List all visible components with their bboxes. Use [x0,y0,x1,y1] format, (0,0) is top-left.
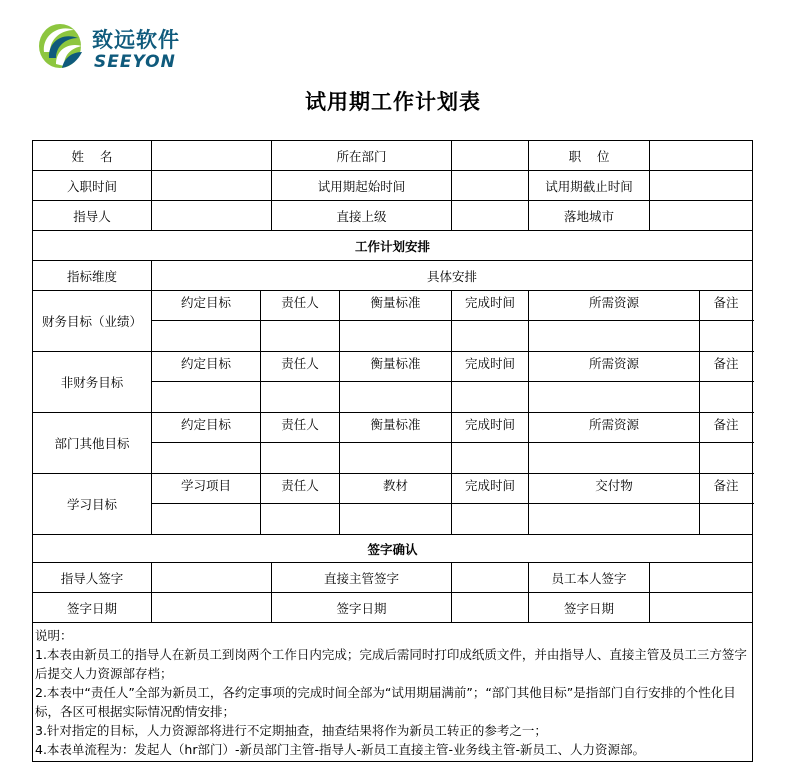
sign-date-label: 签字日期 [529,593,650,623]
note-item: 2.本表中“责任人”全部为新员工，各约定事项的完成时间全部为“试用期届满前”；“部门其他目标”是指部门自行安排的个性化目标，各区可根据实际情况酌情安排； [35,685,736,719]
column-header: 交付物 [529,474,700,504]
employee-sign-date-field[interactable] [650,593,753,623]
name-field[interactable] [152,141,272,171]
probation-end-field[interactable] [650,171,753,201]
company-logo [34,20,204,76]
mentor-sign-field[interactable] [152,563,272,593]
supervisor-sign-label: 直接主管签字 [272,563,452,593]
employee-sign-field[interactable] [650,563,753,593]
column-header: 备注 [700,352,753,382]
goal-input-cell[interactable] [261,504,340,535]
position-field[interactable] [650,141,753,171]
column-header: 学习项目 [152,474,261,504]
plan-section-title: 工作计划安排 [33,231,753,261]
column-header: 责任人 [261,474,340,504]
note-item: 3.针对指定的目标，人力资源部将进行不定期抽查，抽查结果将作为新员工转正的参考之一； [35,723,547,738]
arrangement-label: 具体安排 [152,261,753,291]
column-header: 责任人 [261,352,340,382]
probation-start-field[interactable] [452,171,529,201]
goal-group-label: 非财务目标 [33,352,152,413]
column-header: 备注 [700,474,753,504]
city-label: 落地城市 [529,201,650,231]
direct-supervisor-label: 直接上级 [272,201,452,231]
goal-input-cell[interactable] [700,382,753,413]
sign-date-label: 签字日期 [272,593,452,623]
position-label: 职 位 [529,141,650,171]
goal-input-cell[interactable] [529,443,700,474]
goal-input-cell[interactable] [452,382,529,413]
goal-group-label: 财务目标（业绩） [33,291,152,352]
goal-input-cell[interactable] [340,382,452,413]
goal-input-cell[interactable] [452,504,529,535]
goal-input-cell[interactable] [261,382,340,413]
goal-input-cell[interactable] [700,321,753,352]
column-header: 所需资源 [529,413,700,443]
sign-date-label: 签字日期 [33,593,152,623]
column-header: 完成时间 [452,291,529,321]
column-header: 备注 [700,413,753,443]
probation-end-label: 试用期截止时间 [529,171,650,201]
goal-group-label: 部门其他目标 [33,413,152,474]
column-header: 所需资源 [529,291,700,321]
seeyon-swirl-icon [34,20,88,72]
note-item: 4.本表单流程为：发起人（hr部门）-新员部门主管-指导人-新员工直接主管-业务线主管-新员工、人力资源部。 [35,742,646,757]
signature-section-title: 签字确认 [33,535,753,563]
column-header: 衡量标准 [340,413,452,443]
mentor-sign-label: 指导人签字 [33,563,152,593]
column-header: 约定目标 [152,413,261,443]
name-label: 姓 名 [33,141,152,171]
employee-sign-label: 员工本人签字 [529,563,650,593]
column-header: 所需资源 [529,352,700,382]
goal-input-cell[interactable] [261,321,340,352]
column-header: 约定目标 [152,352,261,382]
goal-input-cell[interactable] [529,382,700,413]
direct-supervisor-field[interactable] [452,201,529,231]
department-field[interactable] [452,141,529,171]
goal-input-cell[interactable] [152,382,261,413]
entry-date-field[interactable] [152,171,272,201]
mentor-label: 指导人 [33,201,152,231]
supervisor-sign-field[interactable] [452,563,529,593]
logo-english-text: SEEYON [94,52,176,72]
probation-plan-form [32,140,753,762]
note-item: 1.本表由新员工的指导人在新员工到岗两个工作日内完成；完成后需同时打印成纸质文件，并由指导人、直接主管及员工三方签字后提交人力资源部存档； [35,647,747,681]
goal-input-cell[interactable] [261,443,340,474]
goal-input-cell[interactable] [152,443,261,474]
probation-start-label: 试用期起始时间 [272,171,452,201]
column-header: 备注 [700,291,753,321]
goal-group-label: 学习目标 [33,474,152,535]
supervisor-sign-date-field[interactable] [452,593,529,623]
column-header: 约定目标 [152,291,261,321]
logo-chinese-text: 致远软件 [92,28,180,52]
city-field[interactable] [650,201,753,231]
column-header: 完成时间 [452,413,529,443]
goal-input-cell[interactable] [529,504,700,535]
goal-input-cell[interactable] [340,321,452,352]
goal-input-cell[interactable] [529,321,700,352]
column-header: 责任人 [261,291,340,321]
goal-input-cell[interactable] [152,321,261,352]
goal-input-cell[interactable] [700,504,753,535]
goal-input-cell[interactable] [340,443,452,474]
entry-date-label: 入职时间 [33,171,152,201]
dimension-label: 指标维度 [33,261,152,291]
column-header: 衡量标准 [340,352,452,382]
page-title: 试用期工作计划表 [305,90,481,114]
goal-input-cell[interactable] [700,443,753,474]
column-header: 完成时间 [452,352,529,382]
column-header: 责任人 [261,413,340,443]
column-header: 完成时间 [452,474,529,504]
notes-heading: 说明： [35,628,73,643]
goal-input-cell[interactable] [152,504,261,535]
goal-input-cell[interactable] [452,321,529,352]
mentor-field[interactable] [152,201,272,231]
mentor-sign-date-field[interactable] [152,593,272,623]
goal-input-cell[interactable] [452,443,529,474]
column-header: 衡量标准 [340,291,452,321]
department-label: 所在部门 [272,141,452,171]
notes-section [33,623,753,762]
column-header: 教材 [340,474,452,504]
goal-input-cell[interactable] [340,504,452,535]
